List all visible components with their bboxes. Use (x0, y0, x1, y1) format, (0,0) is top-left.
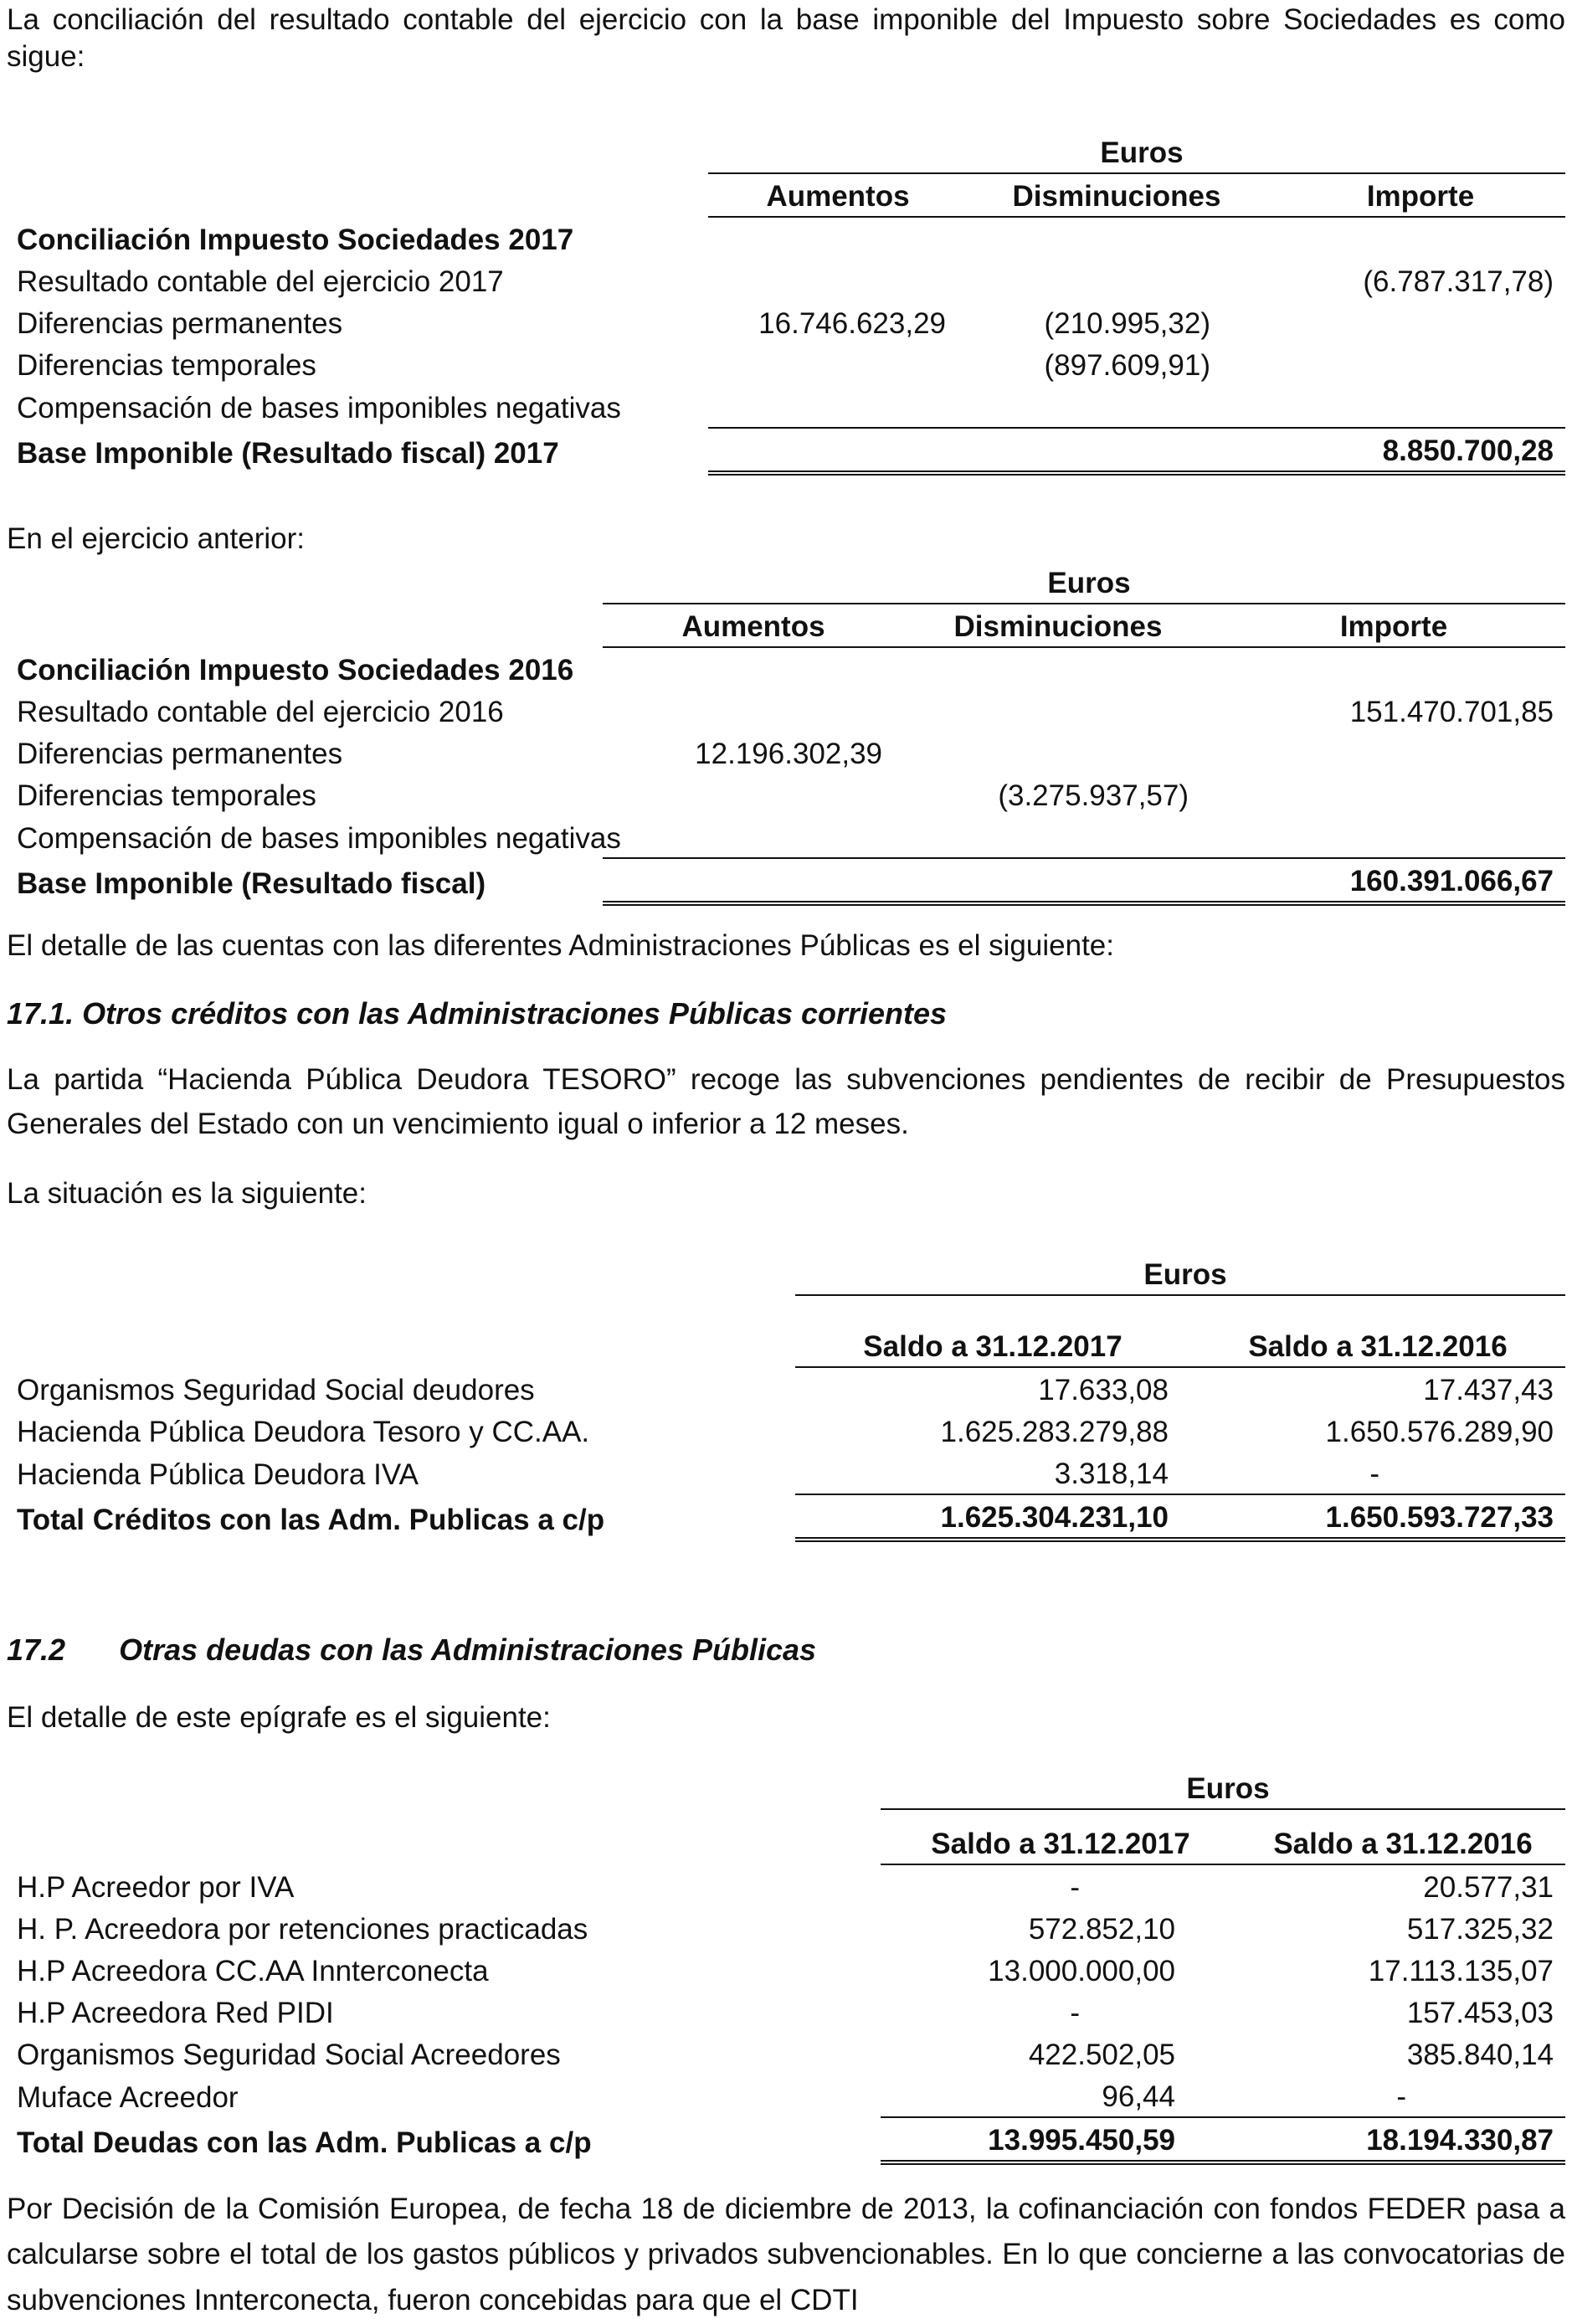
detail-intro: El detalle de las cuentas con las diferentes Administraciones Públicas es el siguiente: (7, 929, 1114, 962)
row-label: Resultado contable del ejercicio 2017 (17, 265, 504, 298)
col-2017: Saldo a 31.12.2017 (795, 1295, 1180, 1367)
cell-importe (1212, 732, 1565, 774)
table-row (7, 1949, 1565, 1991)
row-label: H.P Acreedor por IVA (17, 1871, 295, 1904)
col-importe: Importe (1366, 180, 1475, 213)
credits-table (7, 1247, 1565, 1542)
total-row (7, 2117, 1565, 2162)
col-2017: Saldo a 31.12.2017 (881, 1809, 1230, 1864)
cell-aumentos (708, 343, 958, 385)
cell-disminuciones (958, 260, 1266, 301)
debts-table (7, 1766, 1565, 2165)
section-172-number: 17.2 (7, 1632, 66, 1667)
table-row (7, 260, 1565, 301)
cell-aumentos (603, 774, 894, 815)
cell-2016: - (1230, 2075, 1565, 2117)
total-2016: 18.194.330,87 (1230, 2117, 1565, 2162)
cell-disminuciones: (210.995,32) (1044, 307, 1210, 340)
currency-row (7, 1766, 1565, 1809)
table-row (7, 1991, 1565, 2033)
row-label: Compensación de bases imponibles negativas (17, 392, 621, 424)
row-label: Hacienda Pública Deudora IVA (17, 1458, 419, 1491)
prior-year-label: En el ejercicio anterior: (7, 522, 305, 555)
row-label: Diferencias permanentes (17, 738, 343, 770)
row-label: Diferencias temporales (17, 779, 316, 812)
cell-importe: 151.470.701,85 (1349, 696, 1554, 728)
table-row (7, 690, 1565, 732)
col-2016: Saldo a 31.12.2016 (1230, 1809, 1565, 1864)
total-row (7, 1494, 1565, 1540)
cell-aumentos (708, 260, 958, 301)
cell-2017: 17.633,08 (1038, 1374, 1169, 1406)
total-label: Total Créditos con las Adm. Publicas a c/p (17, 1504, 605, 1536)
cell-2017: 3.318,14 (795, 1452, 1180, 1494)
row-label: H.P Acreedora Red PIDI (17, 1997, 334, 2029)
currency-header: Euros (603, 561, 1565, 604)
cell-2017: 572.852,10 (1028, 1913, 1175, 1946)
total-value: 8.850.700,28 (1266, 428, 1565, 473)
row-label: Hacienda Pública Deudora Tesoro y CC.AA. (17, 1416, 590, 1448)
table-row (7, 1410, 1565, 1452)
table-row (7, 301, 1565, 343)
table-title: Conciliación Impuesto Sociedades 2016 (17, 654, 574, 686)
col-aumentos: Aumentos (681, 610, 825, 643)
row-label: Muface Acreedor (17, 2081, 239, 2114)
table-title: Conciliación Impuesto Sociedades 2017 (17, 224, 574, 256)
cell-2017: 13.000.000,00 (988, 1955, 1175, 1987)
reconciliation-table-2016 (7, 561, 1565, 906)
section-171-heading: 17.1. Otros créditos con las Administraciones Públicas corrientes (7, 996, 948, 1031)
cell-disminuciones (894, 690, 1212, 732)
currency-row (7, 131, 1565, 173)
row-label: Organismos Seguridad Social deudores (17, 1374, 535, 1406)
column-header-row (7, 604, 1565, 647)
section-172-heading (7, 1631, 816, 1668)
row-label: Diferencias temporales (17, 349, 316, 382)
col-aumentos: Aumentos (766, 180, 910, 213)
table-title-row (7, 217, 1565, 260)
cell-importe (1266, 301, 1565, 343)
cell-2016: 517.325,32 (1406, 1913, 1554, 1946)
cell-importe (1212, 774, 1565, 815)
table-row (7, 1864, 1565, 1907)
cell-aumentos (603, 690, 894, 732)
table-row (7, 2075, 1565, 2117)
table-row (7, 385, 1565, 428)
cell-2017: - (1070, 1997, 1080, 2029)
table-row (7, 1452, 1565, 1494)
row-label: Resultado contable del ejercicio 2016 (17, 696, 504, 728)
column-header-row (7, 1295, 1565, 1367)
col-2016: Saldo a 31.12.2016 (1180, 1295, 1565, 1367)
currency-header: Euros (795, 1247, 1565, 1295)
cell-2017: - (1070, 1871, 1080, 1904)
cell-aumentos: 12.196.302,39 (695, 738, 882, 770)
cell-importe: (6.787.317,78) (1363, 265, 1554, 298)
intro-paragraph: La conciliación del resultado contable del ejercicio con la base imponible del Impuesto sobre Sociedades es como sigue: (7, 3, 1565, 73)
currency-header: Euros (708, 131, 1565, 173)
cell-2016: 17.437,43 (1423, 1374, 1554, 1406)
total-row (7, 428, 1565, 473)
total-value: 160.391.066,67 (1212, 858, 1565, 903)
total-2016: 1.650.593.727,33 (1180, 1494, 1565, 1540)
currency-header: Euros (881, 1766, 1565, 1809)
table-title-row (7, 647, 1565, 690)
section-172-title: Otras deudas con las Administraciones Públicas (119, 1632, 817, 1667)
cell-2017: 422.502,05 (1028, 2039, 1175, 2071)
total-2017: 1.625.304.231,10 (795, 1494, 1180, 1540)
table-row (7, 1367, 1565, 1410)
total-label: Base Imponible (Resultado fiscal) (17, 867, 486, 900)
col-importe: Importe (1339, 610, 1448, 643)
closing-paragraph: Por Decisión de la Comisión Europea, de fecha 18 de diciembre de 2013, la cofinanciación con fondos FEDER pasa a calcularse sobre el total de los gastos públicos y privados subvencionables. En lo que concierne a las convocatorias de subvenciones Innterconecta, fueron concebidas para que el CDTI (7, 2193, 1565, 2316)
cell-2017: 1.625.283.279,88 (940, 1416, 1169, 1448)
total-2017: 13.995.450,59 (881, 2117, 1230, 2162)
table-row (7, 1907, 1565, 1949)
section-171-paragraph: La partida “Hacienda Pública Deudora TESORO” recoge las subvenciones pendientes de recibir de Presupuestos Generales del Estado con un vencimiento igual o inferior a 12 meses. (7, 1063, 1565, 1140)
cell-disminuciones: (897.609,91) (1044, 349, 1210, 382)
column-header-row (7, 173, 1565, 217)
table-row (7, 2033, 1565, 2075)
total-row (7, 858, 1565, 903)
total-label: Base Imponible (Resultado fiscal) 2017 (17, 437, 559, 470)
total-label: Total Deudas con las Adm. Publicas a c/p (17, 2126, 592, 2159)
reconciliation-table-2017 (7, 131, 1565, 476)
cell-importe (1266, 343, 1565, 385)
table-row (7, 774, 1565, 815)
currency-row (7, 561, 1565, 604)
cell-2016: 1.650.576.289,90 (1325, 1416, 1554, 1448)
table-row (7, 343, 1565, 385)
row-label: Compensación de bases imponibles negativas (17, 822, 621, 855)
cell-disminuciones: (3.275.937,57) (998, 779, 1189, 812)
cell-2016: 20.577,31 (1423, 1871, 1554, 1904)
cell-2016: 385.840,14 (1406, 2039, 1554, 2071)
row-label: Diferencias permanentes (17, 307, 343, 340)
cell-aumentos: 16.746.623,29 (758, 307, 946, 340)
cell-disminuciones (894, 732, 1212, 774)
cell-2016: 157.453,03 (1406, 1997, 1554, 2029)
col-disminuciones: Disminuciones (1012, 180, 1221, 213)
row-label: Organismos Seguridad Social Acreedores (17, 2039, 561, 2071)
cell-2016: - (1180, 1452, 1565, 1494)
column-header-row (7, 1809, 1565, 1864)
cell-2017: 96,44 (881, 2075, 1230, 2117)
row-label: H.P Acreedora CC.AA Innterconecta (17, 1955, 489, 1987)
table-row (7, 732, 1565, 774)
col-disminuciones: Disminuciones (953, 610, 1163, 643)
table-row (7, 815, 1565, 858)
situation-label: La situación es la siguiente: (7, 1177, 367, 1210)
section-172-intro: El detalle de este epígrafe es el siguiente: (7, 1701, 551, 1734)
cell-2016: 17.113.135,07 (1368, 1955, 1554, 1987)
currency-row (7, 1247, 1565, 1295)
row-label: H. P. Acreedora por retenciones practicadas (17, 1913, 588, 1946)
